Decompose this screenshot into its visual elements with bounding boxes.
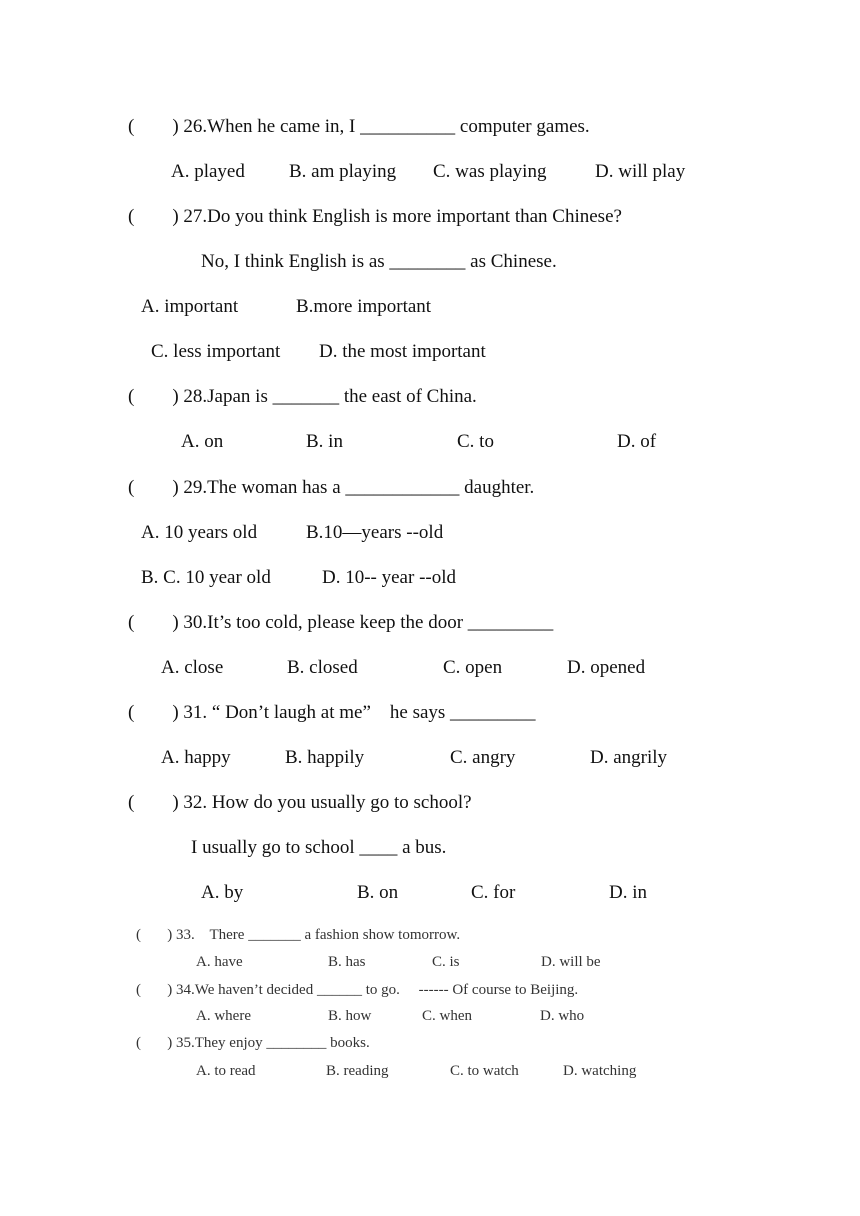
q35-option-b: B. reading <box>326 1063 389 1079</box>
q27-option-b: B.more important <box>296 296 432 317</box>
question-32-answer-line: I usually go to school ____ a bus. <box>191 837 447 858</box>
question-28-stem: ( ) 28.Japan is _______ the east of China. <box>128 386 477 407</box>
question-33-stem: ( ) 33. There _______ a fashion show tomorrow. <box>136 927 461 943</box>
q29-option-b: B.10—years --old <box>306 522 444 543</box>
question-26-stem: ( ) 26.When he came in, I __________ computer games. <box>128 116 590 137</box>
q31-option-a: A. happy <box>161 747 231 768</box>
question-27-answer-line: No, I think English is as ________ as Chinese. <box>201 251 557 272</box>
q33-option-a: A. have <box>196 954 243 970</box>
q34-option-a: A. where <box>196 1008 251 1024</box>
q26-option-c: C. was playing <box>433 161 547 182</box>
q30-option-a: A. close <box>161 657 224 678</box>
q27-option-d: D. the most important <box>319 341 486 362</box>
q32-option-c: C. for <box>471 882 516 903</box>
q34-option-b: B. how <box>328 1008 372 1024</box>
question-32-stem: ( ) 32. How do you usually go to school? <box>128 792 472 813</box>
question-35-stem: ( ) 35.They enjoy ________ books. <box>136 1035 370 1051</box>
question-31-stem: ( ) 31. “ Don’t laugh at me” he says _________ <box>128 702 536 723</box>
q28-option-d: D. of <box>617 431 657 452</box>
q32-option-a: A. by <box>201 882 244 903</box>
q26-option-d: D. will play <box>595 161 686 182</box>
q33-option-d: D. will be <box>541 954 601 970</box>
q27-option-a: A. important <box>141 296 239 317</box>
q29-option-c: B. C. 10 year old <box>141 567 271 588</box>
q30-option-d: D. opened <box>567 657 646 678</box>
question-34-stem: ( ) 34.We haven’t decided ______ to go. ------ Of course to Beijing. <box>136 982 579 998</box>
q32-option-d: D. in <box>609 882 647 903</box>
question-27-stem: ( ) 27.Do you think English is more important than Chinese? <box>128 206 622 227</box>
q31-option-b: B. happily <box>285 747 365 768</box>
q26-option-a: A. played <box>171 161 245 182</box>
q27-option-c: C. less important <box>151 341 281 362</box>
question-29-stem: ( ) 29.The woman has a ____________ daughter. <box>128 477 535 498</box>
q33-option-b: B. has <box>328 954 366 970</box>
q28-option-b: B. in <box>306 431 343 452</box>
q33-option-c: C. is <box>432 954 460 970</box>
q30-option-c: C. open <box>443 657 503 678</box>
question-30-stem: ( ) 30.It’s too cold, please keep the door _________ <box>128 612 554 633</box>
q31-option-d: D. angrily <box>590 747 668 768</box>
q29-option-a: A. 10 years old <box>141 522 258 543</box>
q34-option-d: D. who <box>540 1008 585 1024</box>
q32-option-b: B. on <box>357 882 399 903</box>
q35-option-d: D. watching <box>563 1063 637 1079</box>
q26-option-b: B. am playing <box>289 161 397 182</box>
q35-option-a: A. to read <box>196 1063 256 1079</box>
q31-option-c: C. angry <box>450 747 516 768</box>
q28-option-c: C. to <box>457 431 494 452</box>
q34-option-c: C. when <box>422 1008 472 1024</box>
q29-option-d: D. 10-- year --old <box>322 567 457 588</box>
q35-option-c: C. to watch <box>450 1063 519 1079</box>
q30-option-b: B. closed <box>287 657 358 678</box>
q28-option-a: A. on <box>181 431 224 452</box>
